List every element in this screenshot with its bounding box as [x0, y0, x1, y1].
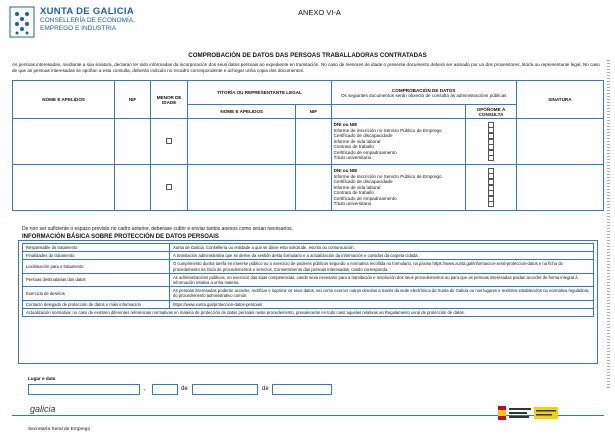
document-list: DNI ou NIE Informe de inscrición no Servizo Público de Emprego Certificado de discapacidade Informe de vida laboral Contrato de traballo Certificado de empadroamento Título universitario: [331, 165, 466, 211]
col-signature-header: SINATURA: [516, 81, 603, 119]
sep-de-1: de: [181, 386, 188, 392]
data-protection-table: [22, 243, 594, 317]
col-minor-header: MENOR DE IDADE: [150, 81, 188, 119]
data-protection-title: INFORMACIÓN BÁSICA SOBRE PROTECCIÓN DE DATOS PERSOAIS: [22, 234, 219, 240]
col-tutor-name-header: NOME E APELIDOS: [188, 105, 296, 119]
check-title: COMPROBACIÓN DE DATOS: [391, 87, 456, 93]
col-tutor-nif-header: NIF: [296, 105, 332, 119]
intro-text: As persoas interesadas, mediante a súa sinatura, declaran ter sido informadas da incorporación dos seus datos persoais ao expediente en tramitación. No caso de menores de idade o presente documento deberá ser asinado por un dos proxenitores, titor/a ou representante legal. No caso de que as persoas interesadas se opoñan a esta consulta, deberán indicalo no recadro correspondente e achegar unha copia dos documentos.: [12, 62, 600, 73]
tutor-name-cell[interactable]: [188, 119, 296, 165]
col-tutor-header: TITOR/A OU REPRESENTANTE LEGAL: [188, 81, 331, 105]
tutor-nif-cell[interactable]: [296, 165, 332, 211]
month-input[interactable]: [192, 384, 258, 395]
sep-de-2: de: [262, 386, 269, 392]
check-subtitle: Os seguintes documentos serán obxecto de consulta ás administracións públicas: [340, 92, 507, 98]
print-margin-marks: [607, 60, 610, 390]
signature-cell[interactable]: [516, 119, 603, 165]
nif-cell[interactable]: [115, 165, 151, 211]
government-logo-icon: [498, 404, 560, 424]
nif-cell[interactable]: [115, 119, 151, 165]
tutor-name-cell[interactable]: [188, 165, 296, 211]
minor-checkbox[interactable]: [166, 138, 172, 144]
annex-label: ANEXO VI-A: [298, 8, 341, 17]
org-name: XUNTA DE GALICIA: [40, 6, 134, 17]
info-row: Lexitimación para o tratamento O cumprimento dunha tarefa en interese público ou o exercicio de poderes públicos segundo a normativa recollida no formulario, na páxina https://www.xunta.gal/informacion-xeral-proteccion-datos e na ficha do procedemento na Guía de procedementos e servizos. Consentimento das persoas interesadas, cando corresponda.: [23, 260, 594, 273]
col-oppose-header: OPÓÑOME Á CONSULTA: [466, 105, 517, 119]
secretaria-label: Secretaría Xeral de Emprego: [28, 427, 91, 432]
oppose-checkbox[interactable]: [488, 201, 494, 207]
info-row: Responsable do tratamento Xunta de Galicia. Consellería ou entidade a que se dirixe esta solicitude, escrito ou comunicación.: [23, 244, 594, 252]
place-input[interactable]: [28, 384, 140, 395]
org-sub-line1: CONSELLERÍA DE ECONOMÍA,: [40, 17, 135, 24]
oppose-checkbox[interactable]: [488, 155, 494, 161]
info-row: Finalidades do tratamento A tramitación administrativa que se derive da xestión desta formulario e a actualización da información e contidos da carpeta cidadá.: [23, 252, 594, 260]
info-footer-row: Actualización normativa: no caso de existiren diferentes referencias normativas en materia de protección de datos persoais neste procedemento, prevalecerán en todo caso aquelas relativas ao Regulamento xeral de protección de datos.: [23, 308, 594, 316]
year-input[interactable]: [272, 384, 332, 395]
space-note: De non ser suficiente o espazo previsto no cadro anterior, deberase cubrir e enviar tantos anexos como sexan necesarios.: [22, 226, 293, 232]
col-check-header: [331, 81, 516, 105]
sep-comma: ,: [144, 386, 146, 392]
info-row: Persoas destinatarias dos datos As administracións públicas, no exercicio das súas competencias, cando sexa necesario para a tramitación e resolución dos seus procedementos ou para que as persoas interesadas poidan acceder de forma integral á información relativa a unha materia.: [23, 273, 594, 286]
form-title: COMPROBACIÓN DE DATOS DAS PERSOAS TRABALLADORAS CONTRATADAS: [188, 52, 427, 59]
oppose-checkboxes: [466, 119, 517, 165]
xunta-shield-icon: [8, 6, 36, 40]
minor-checkbox[interactable]: [166, 184, 172, 190]
table-row: [13, 165, 604, 211]
name-cell[interactable]: [13, 165, 115, 211]
document-list: DNI ou NIE Informe de inscrición no Servizo Público de Emprego Certificado de discapacidade Informe de vida laboral Contrato de traballo Certificado de empadroamento Título universitario: [331, 119, 466, 165]
org-sub-line2: EMPREGO E INDUSTRIA: [40, 25, 117, 32]
info-row: Contacto delegado de protección de datos e máis información https://www.xunta.gal/proteccion-datos-persoais: [23, 300, 594, 308]
privacy-link[interactable]: https://www.xunta.gal/proteccion-datos-persoais: [170, 300, 594, 308]
name-cell[interactable]: [13, 119, 115, 165]
workers-table: [12, 80, 604, 211]
galicia-brand-logo: galicia: [30, 404, 56, 414]
col-nif-header: NIF: [115, 81, 151, 119]
tutor-nif-cell[interactable]: [296, 119, 332, 165]
org-subtitle: [40, 17, 170, 33]
info-row: Exercicio de dereitos As persoas interesadas poderán acceder, rectificar e suprimir os seus datos, así como exercer outros dereitos a través da sede electrónica da Xunta de Galicia ou nos lugares e rexistros establecidos na normativa reguladora do procedemento administrativo común.: [23, 287, 594, 300]
table-row: [13, 119, 604, 165]
oppose-checkboxes: [466, 165, 517, 211]
place-date-label: Lugar e data: [28, 376, 56, 381]
day-input[interactable]: [152, 384, 178, 395]
col-name-header: NOME E APELIDOS: [13, 81, 115, 119]
signature-cell[interactable]: [516, 165, 603, 211]
